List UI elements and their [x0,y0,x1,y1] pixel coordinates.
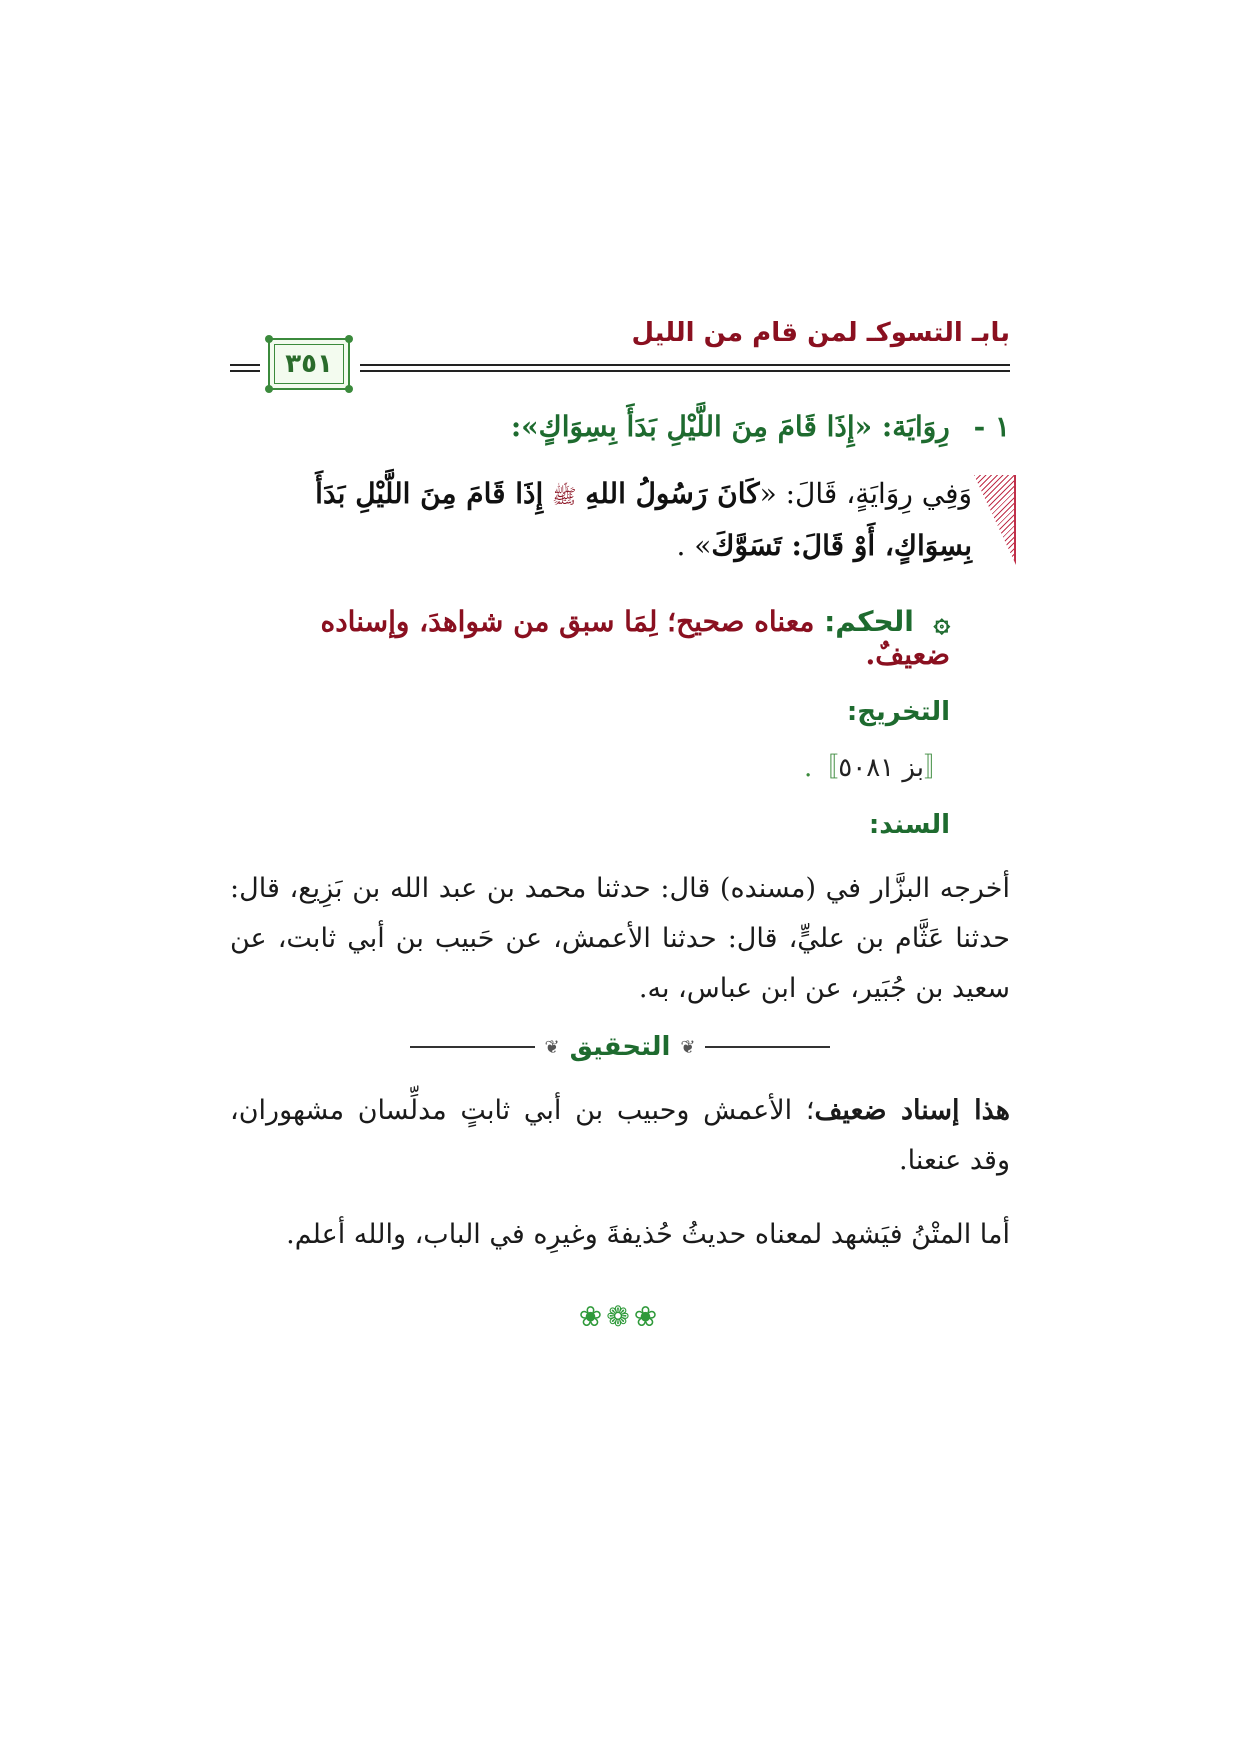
divider-line [410,1046,535,1048]
tahqiq-divider [410,1032,830,1062]
divider-ornament-icon: ❦ [544,1036,560,1058]
header-rule [230,370,260,372]
end-ornament-icon: ❀❁❀ [578,1300,662,1333]
salawat-symbol: ﷺ [552,484,577,508]
bracket-close: 〛. [804,753,839,783]
header-rule [360,370,1010,372]
hadith-text: كَانَ رَسُولُ اللهِ [585,477,760,510]
section-heading [230,410,1010,443]
tahqiq-text: ؛ الأعمش وحبيب بن أبي ثابتٍ مدلِّسان مشهوران، وقد عنعنا. [230,1095,1010,1176]
tahqiq-paragraph [230,1086,1010,1186]
header-rule [230,364,260,366]
hadith-text-continued: إِذَا قَامَ مِنَ اللَّيْلِ بَدَأَ بِسِوَاكٍ، أَوْ قَالَ: تَسَوَّكَ [315,477,972,562]
frame-corner-ornament [265,335,273,343]
verdict-text: معناه صحيح؛ لِمَا سبق من شواهدَ، وإسناده ضعيفٌ. [320,605,950,671]
divider-ornament-icon: ❦ [680,1036,696,1058]
chapter-title: بابـ التسوكـ لمن قام من الليل [631,318,1010,348]
verdict-line [230,605,1010,671]
section-number: ١ - [973,410,1010,443]
narration-lead: وَفِي رِوَايَةٍ، قَالَ: « [759,477,972,510]
sanad-paragraph: أخرجه البزَّار في (مسنده) قال: حدثنا محمد بن عبد الله بن بَزِيع، قال: حدثنا عَثَّام بن عليٍّ، قال: حدثنا الأعمش، عن حَبيب بن أبي ثابت، عن سعيد بن جُبَير، عن ابن عباس، به. [230,873,1010,1004]
frame-corner-ornament [345,335,353,343]
tahqiq-heading: التحقيق [569,1032,671,1062]
frame-corner-ornament [265,385,273,393]
tahqiq-bold-lead: هذا إسناد ضعيف [814,1095,1010,1126]
takhrij-heading: التخريج: [846,697,950,727]
page-number: ٣٥١ [285,349,333,379]
narration-close: » . [676,529,712,562]
bracket-open: 〚 [923,753,950,783]
flower-ornament-icon: ۞ [933,605,950,638]
verdict-label: الحكم: [824,605,914,638]
corner-ornament-icon [974,475,1016,565]
narration-block [230,469,1010,571]
frame-corner-ornament [345,385,353,393]
running-header [230,300,1010,380]
sanad-heading: السند: [868,810,950,840]
page-number-frame [268,338,350,390]
matn-paragraph: أما المتْنُ فيَشهد لمعناه حديثُ حُذيفةَ وغيرِه في الباب، والله أعلم. [286,1219,1010,1250]
divider-line [705,1046,830,1048]
section-title: رِوَايَة: «إِذَا قَامَ مِنَ اللَّيْلِ بَدَأَ بِسِوَاكٍ»: [510,410,950,443]
page [230,300,1010,1333]
header-rule [360,364,1010,366]
reference-code: بز ٥٠٨١ [838,753,924,783]
takhrij-reference [230,747,1010,784]
